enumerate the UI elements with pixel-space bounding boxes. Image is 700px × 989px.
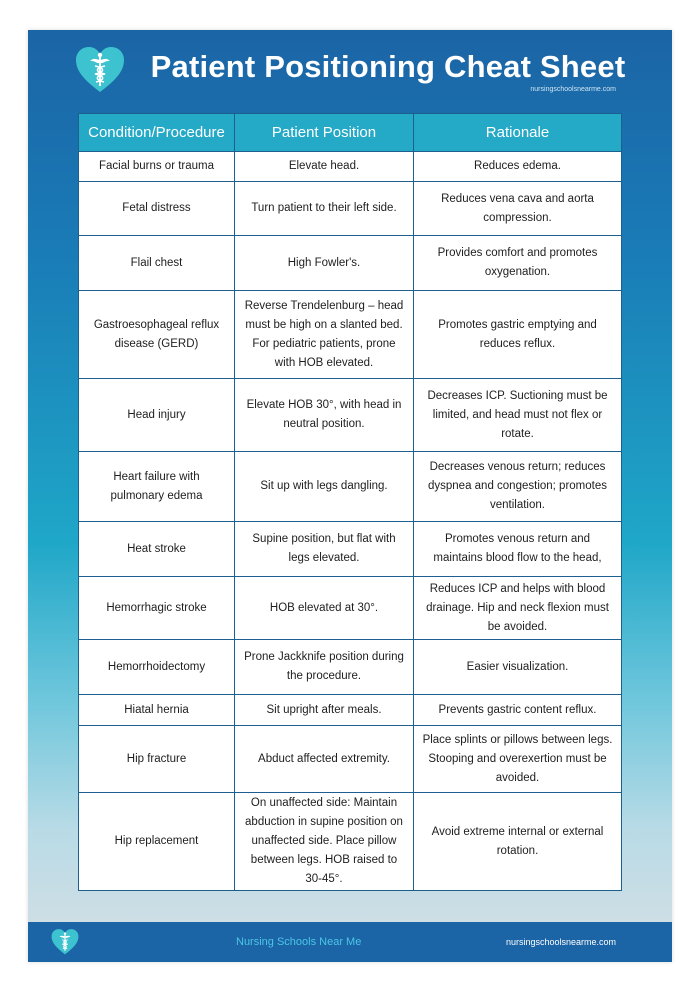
condition-cell: Gastroesophageal reflux disease (GERD) [79, 291, 235, 379]
rationale-cell: Promotes venous return and maintains blood flow to the head, [414, 522, 622, 577]
table-row [79, 577, 622, 640]
footer-bar [28, 922, 672, 962]
cheat-sheet [28, 30, 672, 962]
condition-cell: Fetal distress [79, 182, 235, 236]
page-title: Patient Positioning Cheat Sheet [150, 49, 626, 84]
condition-cell: Hemorrhoidectomy [79, 640, 235, 695]
table-row [79, 452, 622, 522]
rationale-cell: Promotes gastric emptying and reduces reflux. [414, 291, 622, 379]
position-cell: HOB elevated at 30°. [235, 577, 414, 640]
condition-cell: Heart failure with pulmonary edema [79, 452, 235, 522]
condition-cell: Head injury [79, 379, 235, 452]
condition-cell: Hemorrhagic stroke [79, 577, 235, 640]
rationale-cell: Place splints or pillows between legs. Stooping and overexertion must be avoided. [414, 726, 622, 793]
condition-cell: Flail chest [79, 236, 235, 291]
rationale-cell: Reduces edema. [414, 152, 622, 182]
position-cell: Abduct affected extremity. [235, 726, 414, 793]
rationale-cell: Reduces vena cava and aorta compression. [414, 182, 622, 236]
rationale-cell: Prevents gastric content reflux. [414, 695, 622, 726]
condition-cell: Hip replacement [79, 793, 235, 891]
position-cell: Sit upright after meals. [235, 695, 414, 726]
table-row [79, 640, 622, 695]
table-header-row [79, 114, 622, 152]
position-cell: On unaffected side: Maintain abduction in supine position on unaffected side. Place pillow between legs. HOB raised to 30-45°. [235, 793, 414, 891]
condition-cell: Hip fracture [79, 726, 235, 793]
rationale-cell: Provides comfort and promotes oxygenation. [414, 236, 622, 291]
table-row [79, 379, 622, 452]
condition-cell: Hiatal hernia [79, 695, 235, 726]
position-cell: Sit up with legs dangling. [235, 452, 414, 522]
condition-cell: Facial burns or trauma [79, 152, 235, 182]
table-row [79, 522, 622, 577]
column-header-rationale: Rationale [414, 114, 622, 152]
table-row [79, 236, 622, 291]
position-cell: Supine position, but flat with legs elevated. [235, 522, 414, 577]
table-row [79, 726, 622, 793]
position-cell: Turn patient to their left side. [235, 182, 414, 236]
position-cell: Elevate HOB 30°, with head in neutral position. [235, 379, 414, 452]
column-header-condition: Condition/Procedure [79, 114, 235, 152]
rationale-cell: Decreases ICP. Suctioning must be limited, and head must not flex or rotate. [414, 379, 622, 452]
table-row [79, 152, 622, 182]
condition-cell: Heat stroke [79, 522, 235, 577]
column-header-position: Patient Position [235, 114, 414, 152]
table-row [79, 182, 622, 236]
rationale-cell: Easier visualization. [414, 640, 622, 695]
position-cell: High Fowler's. [235, 236, 414, 291]
rationale-cell: Avoid extreme internal or external rotation. [414, 793, 622, 891]
footer-brand-name: Nursing Schools Near Me [236, 936, 362, 948]
rationale-cell: Reduces ICP and helps with blood drainage. Hip and neck flexion must be avoided. [414, 577, 622, 640]
table-row [79, 695, 622, 726]
position-cell: Prone Jackknife position during the procedure. [235, 640, 414, 695]
position-cell: Elevate head. [235, 152, 414, 182]
table-row [79, 291, 622, 379]
table-row [79, 793, 622, 891]
footer-site-url: nursingschoolsnearme.com [505, 937, 616, 947]
rationale-cell: Decreases venous return; reduces dyspnea and congestion; promotes ventilation. [414, 452, 622, 522]
position-cell: Reverse Trendelenburg – head must be high on a slanted bed. For pediatric patients, prone with HOB elevated. [235, 291, 414, 379]
caduceus-heart-icon [50, 928, 80, 956]
positioning-table [78, 113, 622, 891]
caduceus-heart-icon [74, 45, 126, 95]
site-url: nursingschoolsnearme.com [530, 86, 616, 93]
